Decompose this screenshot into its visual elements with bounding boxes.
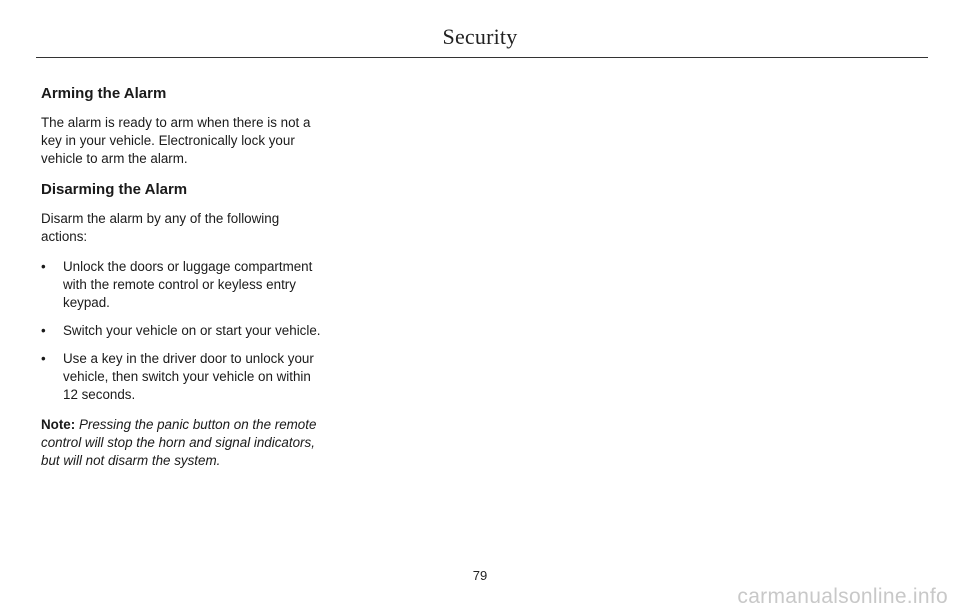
watermark-text: carmanualsonline.info (737, 585, 948, 608)
list-item (41, 350, 326, 404)
note-paragraph (41, 416, 326, 470)
bullet-icon: • (41, 259, 46, 274)
bullet-icon: • (41, 351, 46, 366)
list-item (41, 322, 326, 340)
page-number: 79 (472, 568, 488, 583)
list-item-text: Use a key in the driver door to unlock your vehicle, then switch your vehicle on within 12 seconds. (63, 351, 314, 402)
main-content (41, 84, 326, 482)
arming-paragraph: The alarm is ready to arm when there is not a key in your vehicle. Electronically lock your vehicle to arm the alarm. (41, 115, 311, 166)
bullet-icon: • (41, 323, 46, 338)
disarm-actions-list (41, 258, 326, 404)
page-header-title: Security (442, 24, 518, 49)
section-heading-arming: Arming the Alarm (41, 85, 167, 102)
list-item-text: Switch your vehicle on or start your vehicle. (63, 323, 321, 338)
list-item (41, 258, 326, 312)
note-label: Note: (41, 417, 76, 432)
disarming-paragraph: Disarm the alarm by any of the following actions: (41, 211, 280, 244)
section-heading-disarming: Disarming the Alarm (41, 181, 188, 198)
list-item-text: Unlock the doors or luggage compartment with the remote control or keyless entry keypad. (63, 259, 313, 310)
note-text: Pressing the panic button on the remote control will stop the horn and signal indicators, but will not disarm the system. (41, 417, 317, 468)
header-divider (36, 57, 928, 58)
